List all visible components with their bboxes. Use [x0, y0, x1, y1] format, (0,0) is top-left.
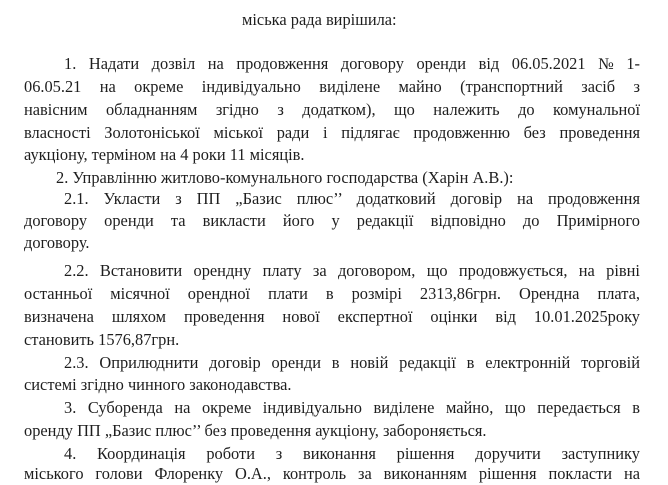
text-line: [0, 420, 668, 442]
text-line: [0, 122, 668, 144]
text-line-content: 2.3. Оприлюднити договір оренди в новій редакції в електронній торговій: [64, 353, 640, 372]
text-line: [0, 188, 668, 210]
text-line-content: 4. Координація роботи з виконання рішення доручити заступнику: [64, 444, 640, 463]
text-line: [0, 167, 668, 189]
decision-heading: [0, 9, 668, 31]
text-line: [0, 210, 668, 232]
text-line-content: оренду ПП „Базис плюс’’ без проведення аукціону, забороняється.: [24, 421, 487, 440]
text-line-content: останньої місячної орендної плати в розмірі 2313,86грн. Орендна плата,: [24, 284, 640, 303]
text-line-content: 2. Управлінню житлово-комунального господарства (Харін А.В.):: [56, 168, 514, 187]
text-line-content: становить 1576,87грн.: [24, 330, 180, 349]
text-line: [0, 306, 668, 328]
text-line-content: 3. Суборенда на окреме індивідуально виділене майно, що передається в: [64, 398, 640, 417]
text-line-content: визначена шляхом проведення нової експертної оцінки від 10.01.2025року: [24, 307, 640, 326]
text-line-content: 2.2. Встановити орендну плату за договором, що продовжується, на рівні: [64, 261, 640, 280]
text-line-content: власності Золотоніської міської ради і підлягає продовженню без проведення: [24, 123, 640, 142]
text-line-content: міського голови Флоренку О.А., контроль за виконанням рішення покласти на: [24, 464, 640, 483]
text-line-content: аукціону, терміном на 4 роки 11 місяців.: [24, 145, 305, 164]
text-line-content: договору.: [24, 233, 90, 252]
decision-heading-text: міська рада вирішила:: [242, 10, 397, 29]
text-line-content: 06.05.21 на окреме індивідуально виділене майно (транспортний засіб з: [24, 77, 640, 96]
text-line: [0, 99, 668, 121]
text-line: [0, 283, 668, 305]
text-line-content: договору оренди та викласти його у редакції відповідно до Примірного: [24, 211, 640, 230]
text-line: [0, 53, 668, 75]
text-line: [0, 76, 668, 98]
text-line-content: 1. Надати дозвіл на продовження договору оренди від 06.05.2021 № 1-: [64, 54, 640, 73]
text-line: [0, 329, 668, 351]
text-line: [0, 144, 668, 166]
text-line: [0, 260, 668, 282]
text-line-content: 2.1. Укласти з ПП „Базис плюс’’ додатковий договір на продовження: [64, 189, 640, 208]
text-line-content: системі згідно чинного законодавства.: [24, 375, 292, 394]
text-line: [0, 352, 668, 374]
text-line-content: навісним обладнанням згідно з додатком), що належить до комунальної: [24, 100, 640, 119]
text-line: [0, 232, 668, 254]
text-line: [0, 443, 668, 465]
text-line: [0, 397, 668, 419]
text-line: [0, 374, 668, 396]
